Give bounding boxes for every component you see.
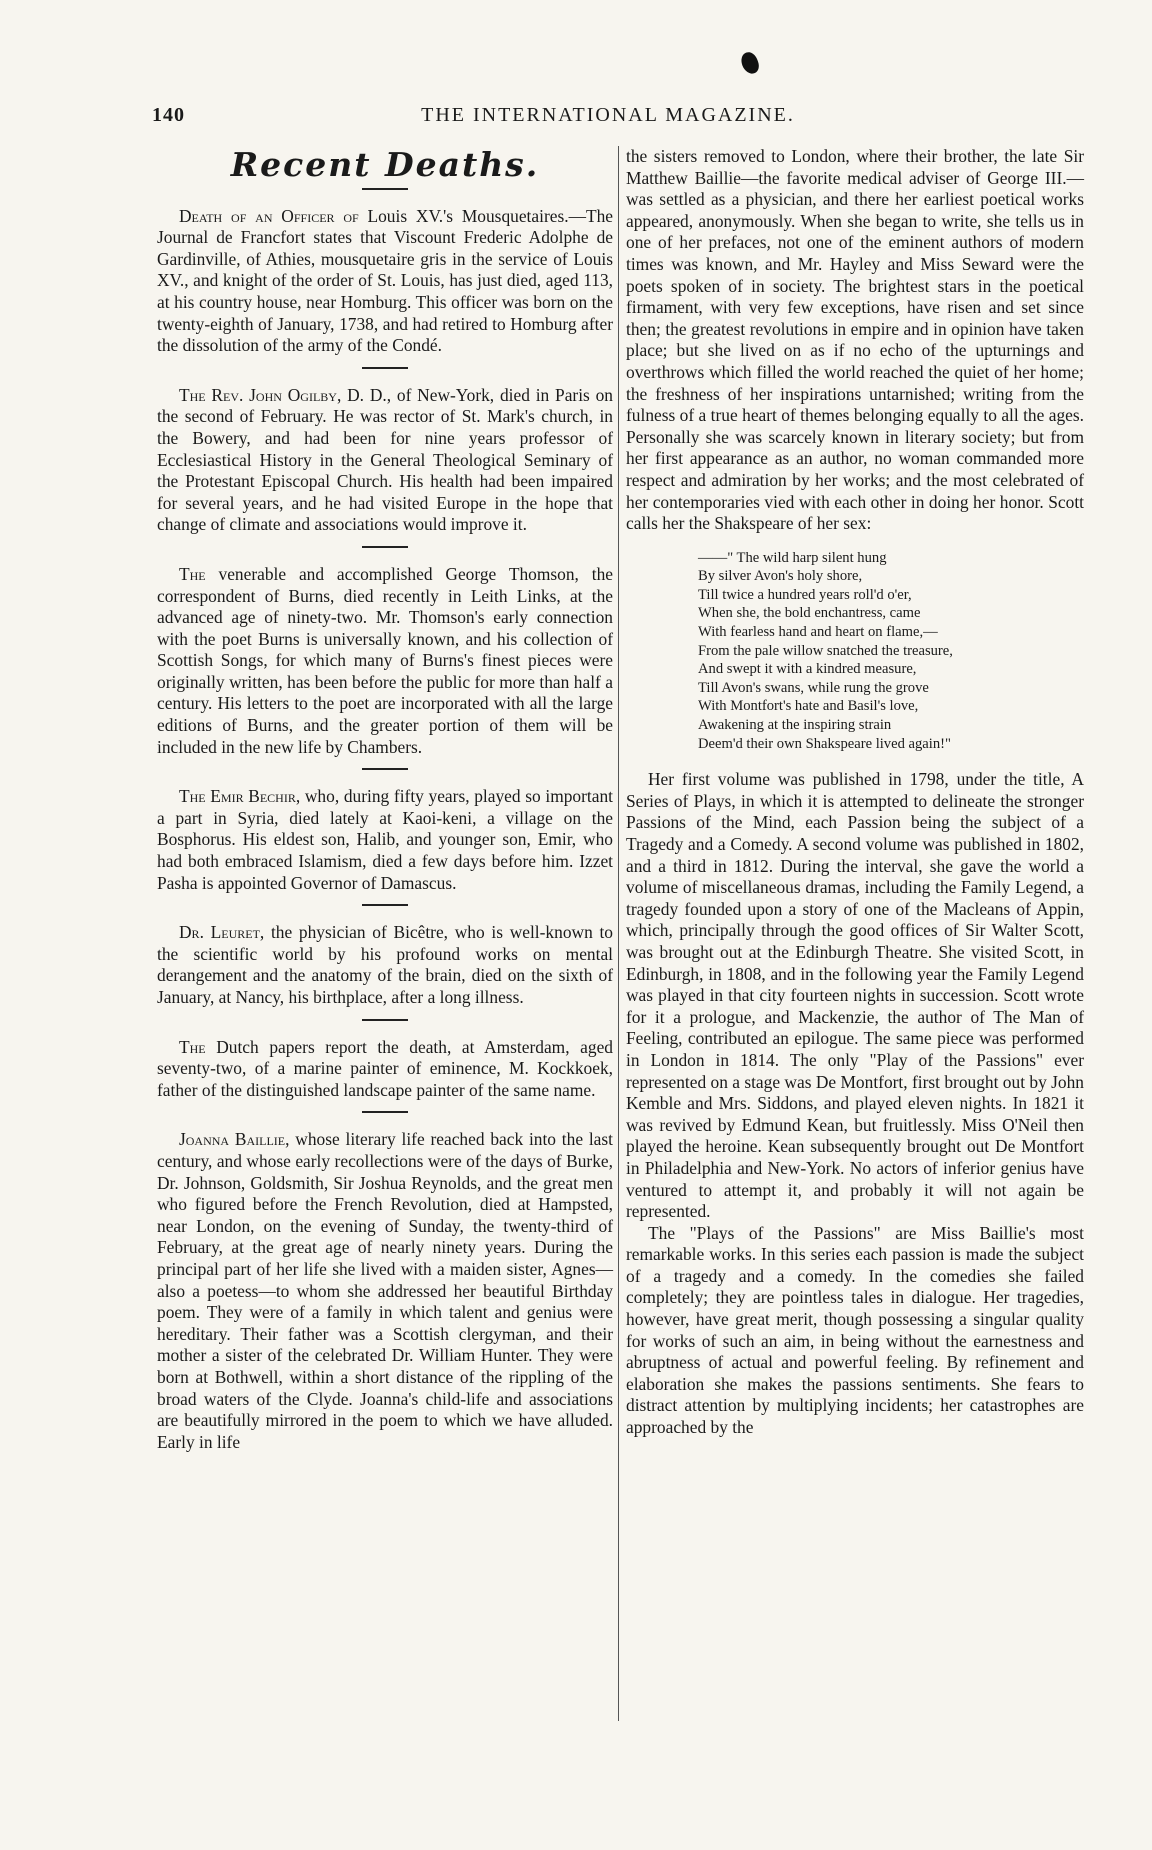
ink-blot xyxy=(739,50,762,76)
obituary-entry xyxy=(157,385,613,536)
obituary-entry xyxy=(157,206,613,357)
verse-line: By silver Avon's holy shore, xyxy=(698,568,863,585)
baillie-paragraph: The "Plays of the Passions" are Miss Baillie's most remarkable works. In this series each passion is made the subject of a tragedy and a comedy. In the comedies she failed completely; they are pointless tales in dialogue. Her tragedies, however, have great merit, though possessing a singular quality for works of such an aim, in being without the earnestness and abruptness of actual and powerful feeling. By refinement and elaboration she makes the passions sentiments. She fears to distract attention by multiplying incidents; her catastrophes are approached by the xyxy=(626,1222,1084,1438)
entry-lead: The xyxy=(179,1036,206,1057)
verse-line: Awakening at the inspiring strain xyxy=(698,717,892,734)
verse-line: And swept it with a kindred measure, xyxy=(698,661,917,678)
magazine-title: THE INTERNATIONAL MAGAZINE. xyxy=(421,104,795,126)
entry-separator xyxy=(362,367,408,369)
entry-body: , D. D., of New-York, died in Paris on the second of February. He was rector of St. Mark's church, in the Bowery, and had been for nine years professor of Ecclesiastical History in the General Theological Seminary of the Protestant Episcopal Church. His health had been impaired for several years, and he had visited Europe in the hope that change of climate and associations would improve it. xyxy=(157,384,613,535)
entry-lead: The Emir Bechir xyxy=(179,786,296,807)
entry-body: Dutch papers report the death, at Amsterdam, aged seventy-two, of a marine painter of eminence, M. Kockkoek, father of the distinguished landscape painter of the same name. xyxy=(157,1036,613,1100)
verse-line: When she, the bold enchantress, came xyxy=(698,605,921,622)
verse-line: ——" The wild harp silent hung xyxy=(698,549,887,566)
obituary-entry-baillie xyxy=(157,1129,613,1453)
obituary-entry xyxy=(157,1037,613,1102)
entry-separator xyxy=(362,1111,408,1113)
entry-lead: Joanna Baillie xyxy=(179,1129,286,1150)
entry-separator xyxy=(362,1019,408,1021)
obituary-entry xyxy=(157,564,613,758)
obituary-entry xyxy=(157,786,613,894)
heading-rule xyxy=(362,188,408,190)
baillie-continued: the sisters removed to London, where their brother, the late Sir Matthew Baillie—the favorite medical adviser of George III.—was settled as a physician, and there her earliest poetical works appeared, anonymously. When she began to write, she tells us in one of her prefaces, not one of the eminent authors of modern times was known, and Mr. Hayley and Miss Seward were the poets spoken of in society. The brightest stars in the poetical firmament, with very few exceptions, have risen and set since then; the greatest revolutions in empire and in opinion have taken place; but she lived on as if no echo of the upturnings and overthrows which filled the world reached the quiet of her home; the freshness of her inspirations untarnished; writing from the fulness of a true heart of themes belonging equally to all the ages. Personally she was scarcely known in literary society; but from her first appearance as an author, no woman commanded more respect and admiration by her works; and the most celebrated of her contemporaries vied with each other in doing her honor. Scott calls her the Shakspeare of her sex: xyxy=(626,146,1084,534)
page-number: 140 xyxy=(152,104,185,126)
verse-line: Till Avon's swans, while rung the grove xyxy=(698,679,929,696)
verse-line: Deem'd their own Shakspeare lived again!" xyxy=(698,735,951,752)
left-column xyxy=(157,146,613,1463)
entry-lead: Death of an Officer of xyxy=(179,205,359,226)
entry-lead: The xyxy=(179,563,206,584)
entry-body: , whose literary life reached back into the last century, and whose early recollections were of the days of Burke, Dr. Johnson, Goldsmith, Sir Joshua Reynolds, and the great men who figured before the French Revolution, died at Hampsted, near London, on the evening of Sunday, the twenty-third of February, at the great age of nearly ninety years. During the principal part of her life she lived with a maiden sister, Agnes—also a poetess—to whom she addressed her beautiful Birthday poem. They were of a family in which talent and genius were hereditary. Their father was a Scottish clergyman, and their mother a sister of the celebrated Dr. William Hunter. They were born at Bothwell, within a short distance of the rippling of the broad waters of the Clyde. Joanna's child-life and associations are beautifully mirrored in the poem to which we have alluded. Early in life xyxy=(157,1129,613,1452)
entry-body: Louis XV.'s Mousquetaires.—The Journal de Francfort states that Viscount Frederic Adolphe de Gardinville, of Athies, mousquetaire gris in the service of Louis XV., and knight of the order of St. Louis, has just died, aged 113, at his country house, near Homburg. This officer was born on the twenty-eighth of January, 1738, and had retired to Homburg after the dissolution of the army of the Condé. xyxy=(157,205,613,356)
right-column xyxy=(626,146,1084,1439)
verse-line: Till twice a hundred years roll'd o'er, xyxy=(698,586,912,603)
entry-lead: The Rev. John Ogilby xyxy=(179,384,337,405)
running-head xyxy=(152,104,1064,132)
entry-separator xyxy=(362,904,408,906)
entry-separator xyxy=(362,768,408,770)
section-title: Recent Deaths. xyxy=(230,145,540,184)
entry-body: venerable and accomplished George Thomson, the correspondent of Burns, died recently in Leith Links, at the advanced age of ninety-two. Mr. Thomson's early connection with the poet Burns is universally known, and his collection of Scottish Songs, for which many of Burns's finest pieces were originally written, has been before the public for more than half a century. His letters to the poet are incorporated with all the large editions of Burns, and the greater portion of them will be included in the new life by Chambers. xyxy=(157,563,613,757)
scott-verse xyxy=(698,549,1084,754)
verse-line: From the pale willow snatched the treasure, xyxy=(698,642,953,659)
entry-body: , the physician of Bicêtre, who is well-known to the scientific world by his profound works on mental derangement and the anatomy of the brain, died on the sixth of January, at Nancy, his birthplace, after a long illness. xyxy=(157,922,613,1007)
entry-body: , who, during fifty years, played so important a part in Syria, died lately at Kaoi-keni, a village on the Bosphorus. His eldest son, Halib, and younger son, Emir, who had both embraced Islamism, died a few days before him. Izzet Pasha is appointed Governor of Damascus. xyxy=(157,786,613,893)
obituary-entry xyxy=(157,922,613,1008)
verse-line: With fearless hand and heart on flame,— xyxy=(698,624,938,641)
verse-line: With Montfort's hate and Basil's love, xyxy=(698,698,919,715)
column-divider xyxy=(618,146,619,1721)
baillie-paragraph: Her first volume was published in 1798, under the title, A Series of Plays, in which it is attempted to delineate the stronger Passions of the Mind, each Passion being the subject of a Tragedy and a Comedy. A second volume was published in 1802, and a third in 1812. During the interval, she gave the world a volume of miscellaneous dramas, including the Family Legend, a tragedy founded upon a story of one of the Macleans of Appin, which, principally through the good offices of Sir Walter Scott, was brought out at the Edinburgh Theatre. She visited Scott, in Edinburgh, in 1808, and in the following year the Family Legend was played in that city fourteen nights in succession. Scott wrote for it a prologue, and Mackenzie, the author of The Man of Feeling, contributed an epilogue. The same piece was performed in London in 1814. The only "Play of the Passions" ever represented on a stage was De Montfort, first brought out by John Kemble and Mrs. Siddons, and played eleven nights. In 1821 it was revived by Edmund Kean, but fruitlessly. Miss O'Neil then played the heroine. Kean subsequently brought out De Montfort in Philadelphia and New-York. No actors of inferior genius have ventured to attempt it, and probably it will not again be represented. xyxy=(626,769,1084,1222)
entry-lead: Dr. Leuret xyxy=(179,922,260,943)
entry-separator xyxy=(362,546,408,548)
